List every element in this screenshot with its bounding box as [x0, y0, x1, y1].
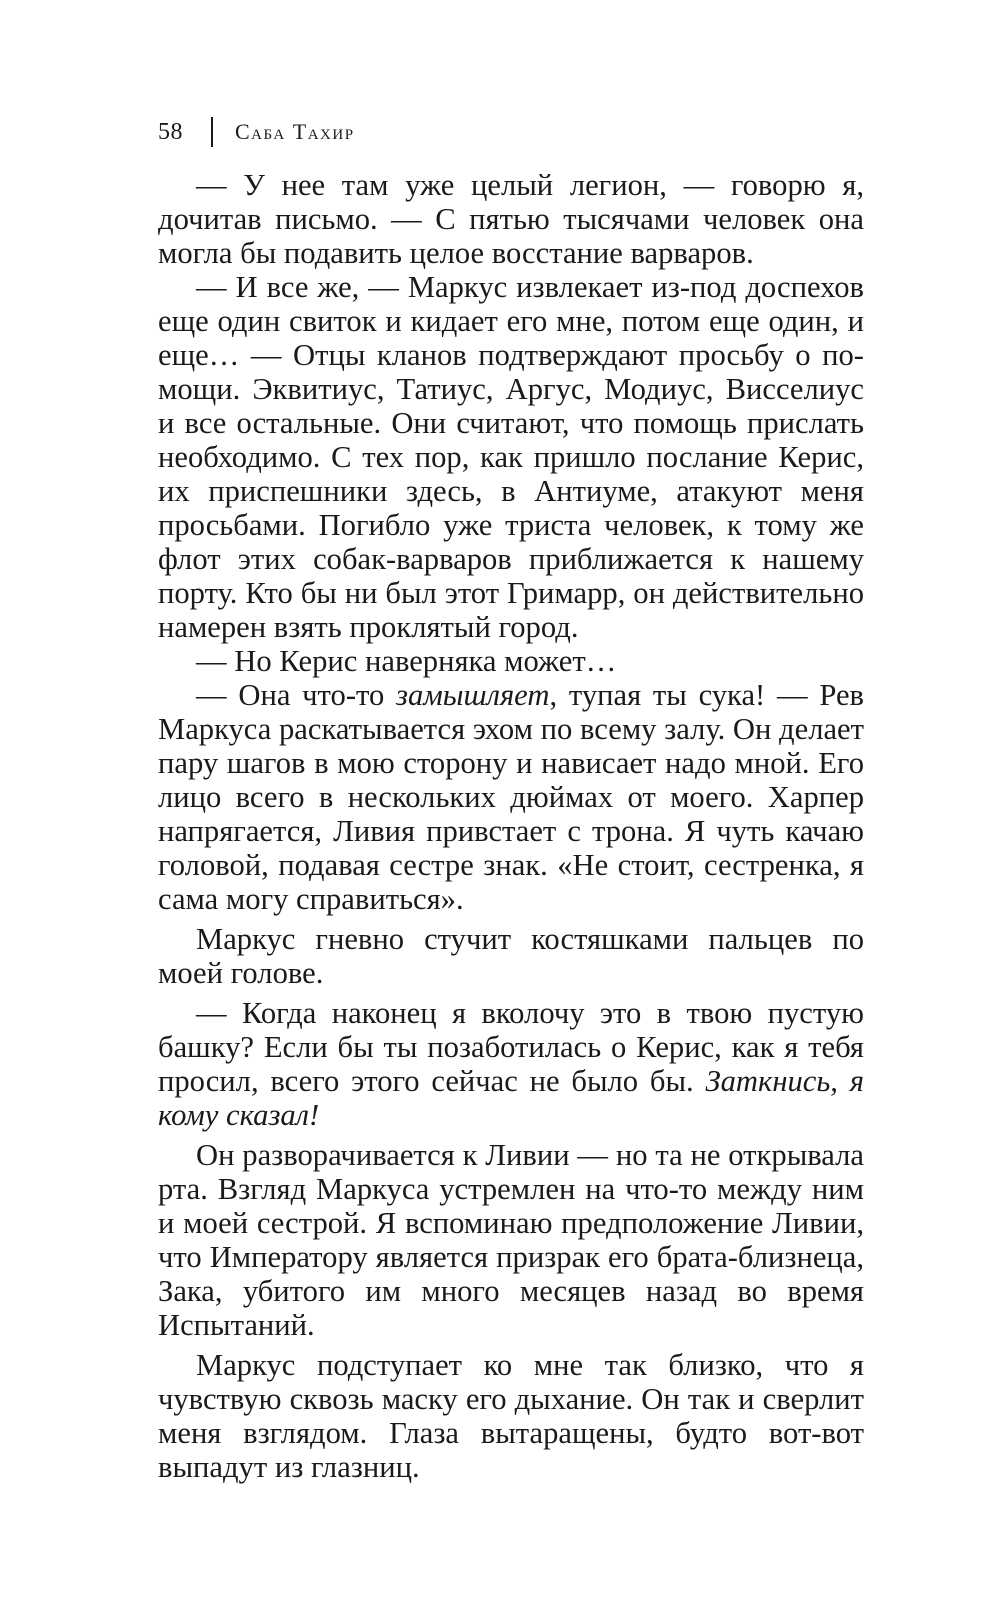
body-text	[158, 168, 864, 1484]
text-run: — Но Керис наверняка может…	[196, 644, 617, 678]
author-name: Саба Тахир	[235, 119, 355, 144]
text-run: — И все же, — Маркус извлекает из-под доспехов еще один свиток и кидает его мне, потом еще один, и еще… — Отцы кланов подтверждают просьбу о помощи. Эквитиус, Татиус, Аргус, Модиус, Висселиус и все остальные. Они считают, что помощь прислать необходимо. С тех пор, как пришло послание Керис, их приспешники здесь, в Антиуме, атакуют меня просьбами. Погибло уже триста человек, к тому же флот этих собак-варваров приближается к нашему порту. Кто бы ни был этот Гримарр, он действительно намерен взять проклятый город.	[158, 270, 864, 644]
paragraph	[158, 996, 864, 1132]
paragraph	[158, 270, 864, 644]
header-divider	[211, 117, 213, 147]
text-run: — Она что-то	[196, 678, 397, 712]
text-run: Маркус гневно стучит костяшками пальцев по моей голове.	[158, 922, 864, 990]
text-run: Маркус подступает ко мне так близко, что я чувствую сквозь маску его дыхание. Он так и сверлит меня взглядом. Глаза вытаращены, будто вот-вот выпадут из глазниц.	[158, 1348, 864, 1484]
text-run: — У нее там уже целый легион, — говорю я, дочитав письмо. — С пятью тысячами человек она могла бы подавить целое восстание варваров.	[158, 168, 864, 270]
paragraph	[158, 922, 864, 990]
paragraph	[158, 1138, 864, 1342]
italic-text: Заткнись, я кому сказал!	[158, 1064, 864, 1132]
paragraph	[158, 678, 864, 916]
page-number: 58	[158, 118, 183, 145]
paragraph	[158, 168, 864, 270]
paragraph	[158, 1348, 864, 1484]
paragraph	[158, 644, 864, 678]
running-header	[158, 112, 864, 152]
text-run: — Когда наконец я вколочу это в твою пустую башку? Если бы ты позаботилась о Керис, как я тебя просил, всего этого сейчас не было бы.	[158, 996, 864, 1098]
text-run: , тупая ты сука! — Рев Маркуса раскатывается эхом по всему залу. Он делает пару шагов в мою сторону и нависает надо мной. Его лицо всего в нескольких дюймах от моего. Харпер напрягается, Ливия привстает с трона. Я чуть качаю головой, подавая сестре знак. «Не стоит, сестренка, я сама могу справиться».	[158, 678, 864, 916]
italic-text: замышляет	[396, 678, 550, 712]
book-page	[158, 112, 864, 1484]
text-run: Он разворачивается к Ливии — но та не открывала рта. Взгляд Маркуса устремлен на что-то между ним и моей сестрой. Я вспоминаю предположение Ливии, что Императору является призрак его брата-близнеца, Зака, убитого им много месяцев назад во время Испытаний.	[158, 1138, 864, 1342]
